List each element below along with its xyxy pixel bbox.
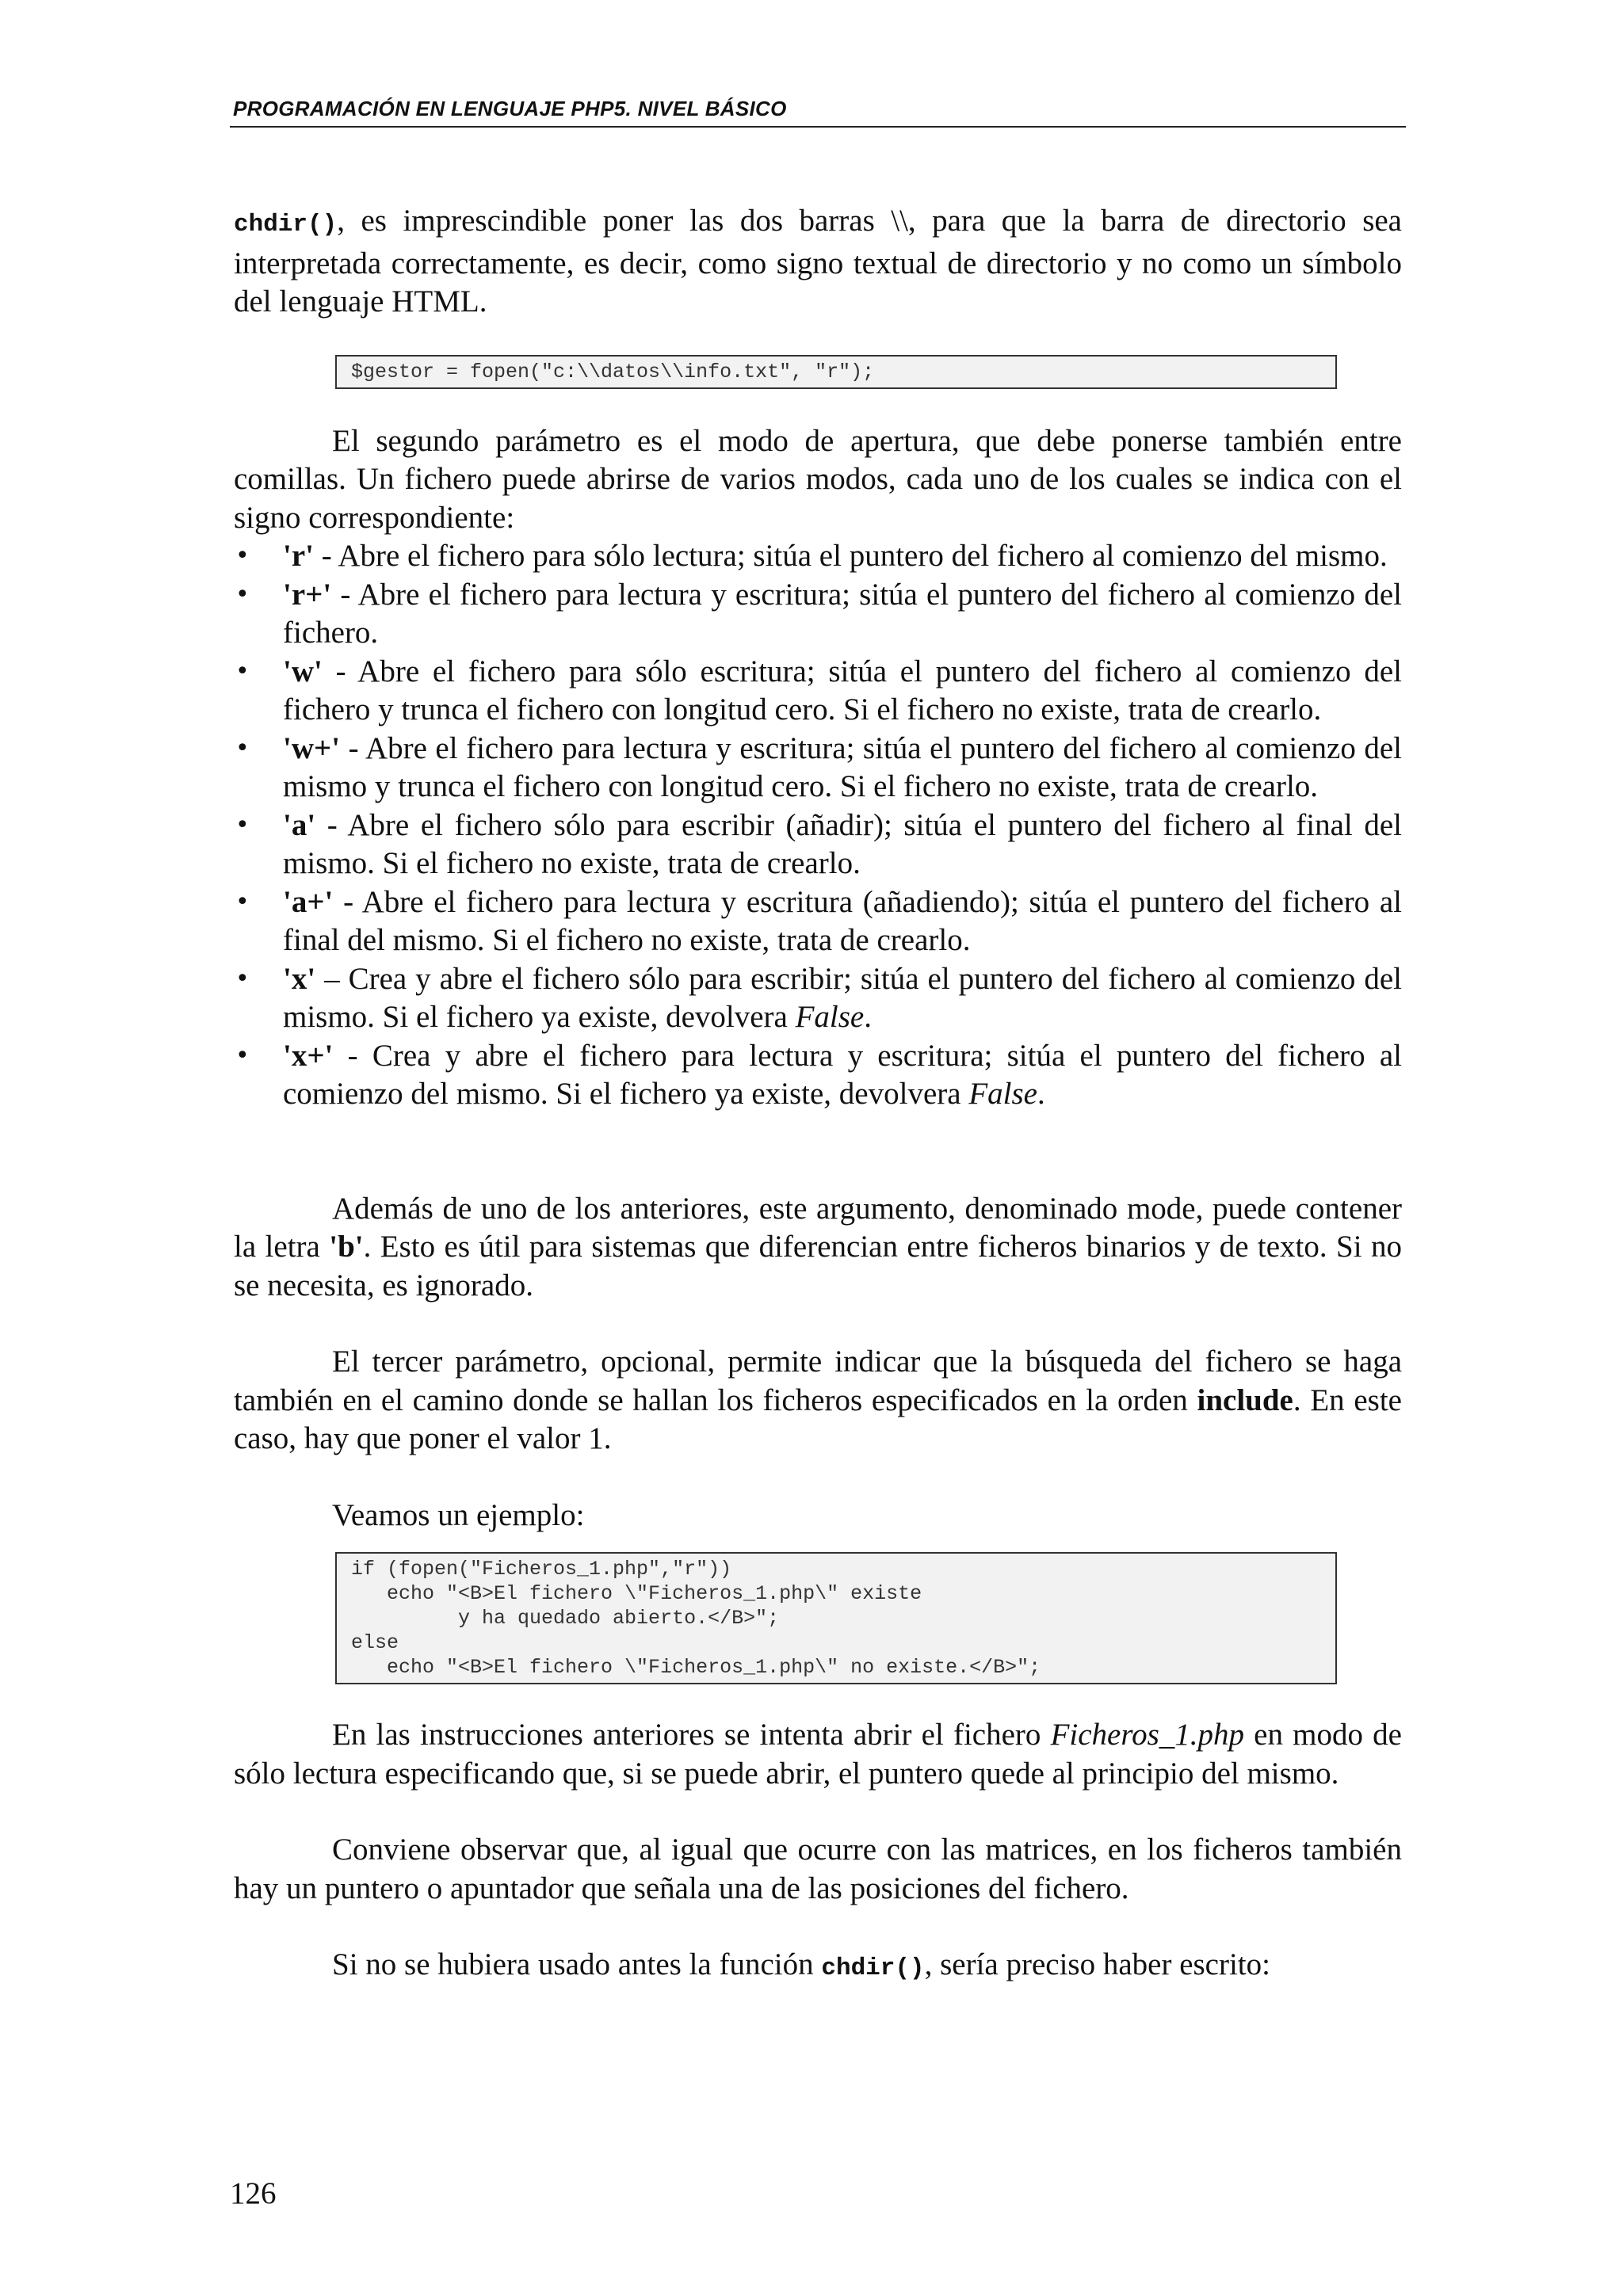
page-body <box>234 202 1402 1989</box>
explanation-paragraph: En las instrucciones anteriores se intenta abrir el fichero Ficheros_1.php en modo de sólo lectura especificando que, si se puede abrir, el puntero quede al principio del mismo. <box>234 1718 1402 1791</box>
third-param-paragraph: El tercer parámetro, opcional, permite indicar que la búsqueda del fichero se haga también en el camino donde se hallan los ficheros especificados en la orden include. En este caso, hay que poner el valor 1. <box>234 1344 1402 1455</box>
intro-paragraph: chdir(), es imprescindible poner las dos barras \\, para que la barra de directorio sea interpretada correctamente, es decir, como signo textual de directorio y no como un símbolo del lenguaje HTML. <box>234 204 1402 318</box>
list-item: • 'w+' - Abre el fichero para lectura y escritura; sitúa el puntero del fichero al comienzo del mismo y trunca el fichero con longitud cero. Si el fichero no existe, trata de crearlo. <box>234 730 1402 807</box>
modes-intro-paragraph: El segundo parámetro es el modo de apertura, que debe ponerse también entre comillas. Un fichero puede abrirse de varios modos, cada uno de los cuales se indica con el signo correspondiente: <box>234 423 1402 535</box>
list-item: • 'x+' - Crea y abre el fichero para lectura y escritura; sitúa el puntero del fichero al comienzo del mismo. Si el fichero ya existe, devolvera False. <box>234 1037 1402 1114</box>
list-item: • 'r+' - Abre el fichero para lectura y escritura; sitúa el puntero del fichero al comienzo del fichero. <box>234 576 1402 653</box>
list-item: • 'a' - Abre el fichero sólo para escribir (añadir); sitúa el puntero del fichero al final del mismo. Si el fichero no existe, trata de crearlo. <box>234 807 1402 883</box>
code-block-example: if (fopen("Ficheros_1.php","r")) echo "<B>El fichero \"Ficheros_1.php\" existe y ha quedado abierto.</B>"; else echo "<B>El fichero \"Ficheros_1.php\" no existe.</B>"; <box>335 1552 1337 1684</box>
pointer-paragraph: Conviene observar que, al igual que ocurre con las matrices, en los ficheros también hay un puntero o apuntador que señala una de las posiciones del fichero. <box>234 1833 1402 1905</box>
last-paragraph: Si no se hubiera usado antes la función chdir(), sería preciso haber escrito: <box>332 1947 1270 1982</box>
list-item: • 'w' - Abre el fichero para sólo escritura; sitúa el puntero del fichero al comienzo del fichero y trunca el fichero con longitud cero. Si el fichero no existe, trata de crearlo. <box>234 653 1402 730</box>
code-block-fopen: $gestor = fopen("c:\\datos\\info.txt", "r"); <box>335 355 1337 389</box>
list-item: • 'a+' - Abre el fichero para lectura y escritura (añadiendo); sitúa el puntero del fichero al final del mismo. Si el fichero no existe, trata de crearlo. <box>234 883 1402 960</box>
binary-mode-paragraph: Además de uno de los anteriores, este argumento, denominado mode, puede contener la letra 'b'. Esto es útil para sistemas que diferencian entre ficheros binarios y de texto. Si no se necesita, es ignorado. <box>234 1191 1402 1302</box>
header-rule <box>230 126 1406 128</box>
list-item: • 'x' – Crea y abre el fichero sólo para escribir; sitúa el puntero del fichero al comienzo del mismo. Si el fichero ya existe, devolvera False. <box>234 960 1402 1037</box>
page-number: 126 <box>230 2176 277 2210</box>
example-intro-paragraph: Veamos un ejemplo: <box>332 1497 585 1532</box>
modes-list <box>234 537 1402 1114</box>
page-header: PROGRAMACIÓN EN LENGUAJE PHP5. NIVEL BÁSICO <box>233 97 787 120</box>
list-item: • 'r' - Abre el fichero para sólo lectura; sitúa el puntero del fichero al comienzo del mismo. <box>234 537 1402 576</box>
chdir-code: chdir() <box>234 211 338 238</box>
